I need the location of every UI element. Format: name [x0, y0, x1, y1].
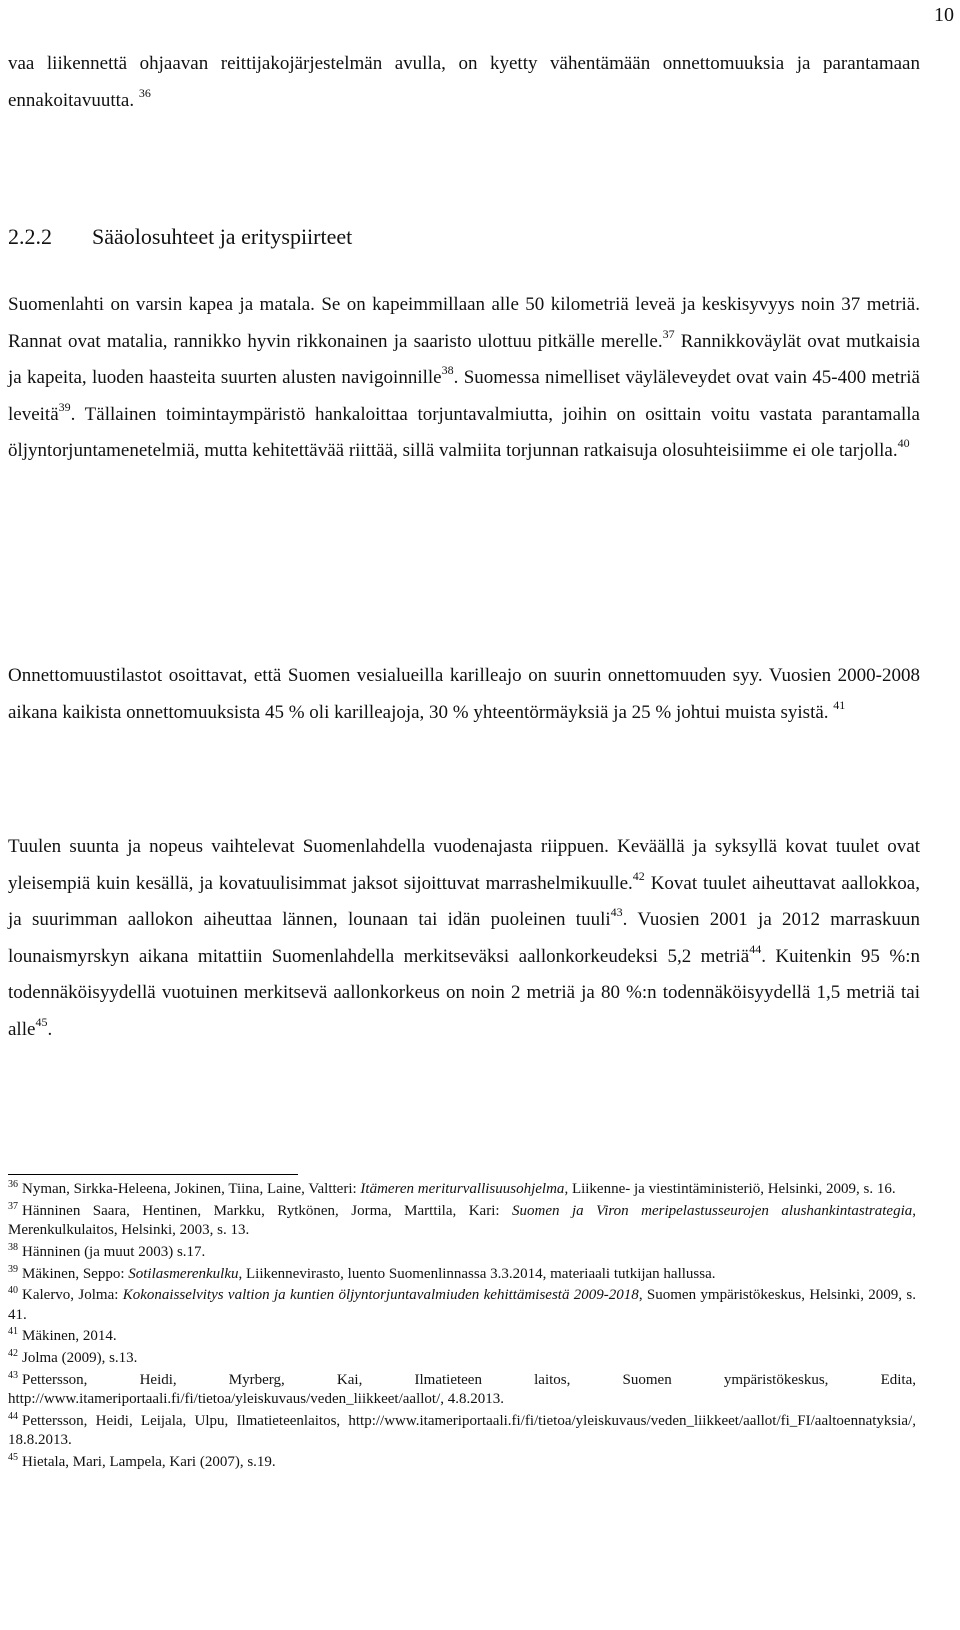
section-title: Sääolosuhteet ja erityspiirteet: [92, 224, 353, 249]
footnote-text: Hietala, Mari, Lampela, Kari (2007), s.19.: [22, 1453, 276, 1470]
footnote-ref-41: 41: [833, 697, 846, 712]
paragraph1-text-1: Suomenlahti on varsin kapea ja matala. Se on kapeimmillaan alle 50 kilometriä leveä ja keskisyvyys noin 37 metriä. Rannat ovat matalia, rannikko hyvin rikkonainen ja saaristo ulottuu pitkälle merelle.: [8, 294, 920, 352]
footnotes: [8, 1180, 916, 1475]
footnote-text-end: , Liikennevirasto, luento Suomenlinnassa 3.3.2014, materiaali tutkijan hallussa.: [238, 1265, 716, 1282]
footnote-number: 45: [8, 1451, 18, 1463]
paragraph3-text-4: . Kuitenkin 95 %:n todennäköisyydellä vuotuinen merkitsevä aallonkorkeus on noin 2 metriä ja 80 %:n todennäköisyydellä 1,5 metriä tai alle: [8, 945, 920, 1040]
footnote-number: 36: [8, 1179, 18, 1190]
paragraph2-text: Onnettomuustilastot osoittavat, että Suomen vesialueilla karilleajo on suurin onnettomuuden syy. Vuosien 2000-2008 aikana kaikista onnettomuuksista 45 % oli karilleajoja, 30 % yhteentörmäyksiä ja 25 % johtui muista syistä.: [8, 665, 920, 723]
footnote-ref-39: 39: [58, 399, 71, 414]
paragraph-accident-statistics: [8, 658, 920, 731]
footnote-number: 41: [8, 1326, 18, 1338]
footnote-number: 37: [8, 1200, 18, 1212]
footnote-text-end: , Suomen ympäristökeskus, Helsinki, 2009, s. 41.: [8, 1287, 916, 1323]
footnote-text-end: , Merenkulkulaitos, Helsinki, 2003, s. 13.: [8, 1202, 916, 1239]
footnote-text: Hänninen Saara, Hentinen, Markku, Rytkönen, Jorma, Marttila, Kari:: [22, 1202, 513, 1219]
footnote-text: Jolma (2009), s.13.: [22, 1350, 138, 1367]
paragraph3-text-5: .: [47, 1018, 53, 1040]
footnote-37: [8, 1202, 916, 1241]
footnote-number: 43: [8, 1369, 18, 1381]
footnote-38: [8, 1243, 916, 1262]
footnote-number: 40: [8, 1285, 18, 1297]
footnote-number: 38: [8, 1241, 18, 1253]
footnote-43: [8, 1371, 916, 1410]
intro-paragraph: [8, 46, 920, 119]
intro-text: vaa liikennettä ohjaavan reittijakojärjestelmän avulla, on kyetty vähentämään onnettomuuksia ja parantamaan ennakoitavuutta.: [8, 53, 920, 111]
footnote-ref-40: 40: [897, 436, 910, 450]
footnote-separator: [8, 1174, 298, 1175]
footnote-ref-44: 44: [749, 941, 762, 956]
paragraph1-text-4: . Tällainen toimintaympäristö hankaloittaa torjuntavalmiutta, joihin on osittain voitu vastata parantamalla öljyntorjuntamenetelmiä, mutta kehitettävää riittää, sillä valmiita torjunnan ratkaisuja olosuhteisiimme ei ole tarjolla.: [8, 403, 920, 461]
paragraph-sea-conditions: [8, 287, 920, 470]
footnote-text: Kalervo, Jolma:: [22, 1287, 123, 1304]
footnote-36: [8, 1180, 916, 1199]
footnote-source-title: Suomen ja Viron meripelastusseurojen alushankintastrategia: [512, 1202, 913, 1219]
footnote-39: [8, 1265, 916, 1284]
footnote-40: [8, 1286, 916, 1325]
paragraph3-text-1: Tuulen suunta ja nopeus vaihtelevat Suomenlahdella vuodenajasta riippuen. Keväällä ja syksyllä kovat tuulet ovat yleisempiä kuin kesällä, ja kovatuulisimmat jaksot sijoittuvat marrashelmikuulle.: [8, 836, 920, 894]
footnote-ref-45: 45: [35, 1014, 48, 1029]
footnote-text-end: , Liikenne- ja viestintäministeriö, Helsinki, 2009, s. 16.: [564, 1181, 896, 1197]
footnote-ref-43: 43: [610, 905, 623, 919]
footnote-text: Nyman, Sirkka-Heleena, Jokinen, Tiina, Laine, Valtteri:: [22, 1181, 361, 1197]
footnote-text: Pettersson, Heidi, Myrberg, Kai, Ilmatieteen laitos, Suomen ympäristökeskus, Edita, http://www.itameriportaali.fi/fi/tietoa/yleiskuvaus/veden_liikkeet/aallot/, 4.8.2013.: [8, 1371, 916, 1408]
section-number: 2.2.2: [8, 224, 52, 249]
footnote-42: [8, 1349, 916, 1368]
footnote-ref-38: 38: [441, 363, 454, 377]
footnote-number: 44: [8, 1410, 18, 1422]
footnote-source-title: Kokonaisselvitys valtion ja kuntien öljyntorjuntavalmiuden kehittämisestä 2009-2018: [122, 1287, 639, 1304]
paragraph1-text-2: Rannikkoväylät ovat mutkaisia ja kapeita, luoden haasteita suurten alusten navigoinnille: [8, 330, 921, 388]
footnote-ref-42: 42: [632, 868, 645, 883]
paragraph1-text-3: . Suomessa nimelliset väyläleveydet ovat vain 45-400 metriä leveitä: [8, 367, 920, 425]
page-number: 10: [934, 4, 954, 26]
paragraph3-text-3: . Vuosien 2001 ja 2012 marraskuun lounaismyrskyn aikana mitattiin Suomenlahdella merkitseväksi aallonkorkeudeksi 5,2 metriä: [8, 909, 920, 967]
footnote-number: 39: [8, 1263, 18, 1275]
footnote-source-title: Sotilasmerenkulku: [128, 1265, 239, 1282]
footnote-number: 42: [8, 1348, 18, 1360]
footnote-source-title: Itämeren meriturvallisuusohjelma: [360, 1181, 565, 1197]
footnote-text: Mäkinen, 2014.: [22, 1328, 117, 1345]
paragraph3-text-2: Kovat tuulet aiheuttavat aallokkoa, ja suurimman aallokon aiheuttaa lännen, lounaan tai idän puoleinen tuuli: [8, 872, 920, 930]
footnote-ref-36: 36: [138, 85, 151, 100]
footnote-text: Mäkinen, Seppo:: [22, 1265, 129, 1282]
paragraph-wind-conditions: [8, 829, 920, 1048]
footnote-text: Hänninen (ja muut 2003) s.17.: [22, 1243, 206, 1260]
footnote-44: [8, 1412, 916, 1451]
section-heading: [8, 224, 352, 250]
footnote-41: [8, 1327, 916, 1346]
footnote-text: Pettersson, Heidi, Leijala, Ulpu, Ilmatieteenlaitos, http://www.itameriportaali.fi/fi/tietoa/yleiskuvaus/veden_liikkeet/aallot/fi_FI/aaltoennatyksia/, 18.8.2013.: [8, 1412, 916, 1449]
footnote-45: [8, 1453, 916, 1472]
footnote-ref-37: 37: [662, 326, 675, 341]
